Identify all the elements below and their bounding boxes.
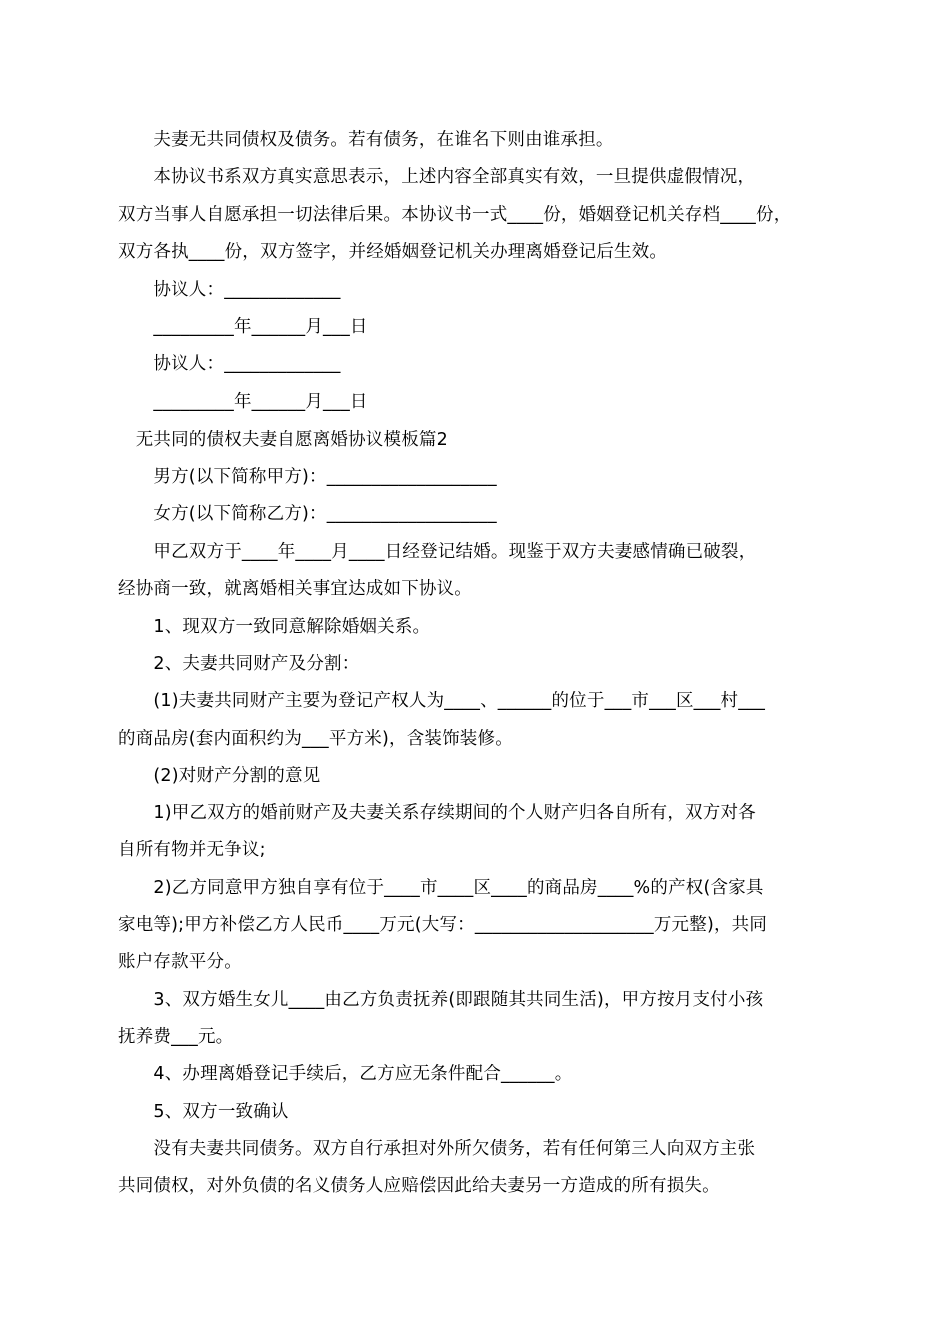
paragraph-line: 家电等);甲方补偿乙方人民币____万元(大写：____________________万元整)，共同 [118, 915, 768, 935]
clause-line: (2)对财产分割的意见 [118, 766, 321, 786]
clause-line: 4、办理离婚登记手续后，乙方应无条件配合______。 [118, 1064, 573, 1084]
paragraph-line: 甲乙双方于____年____月____日经登记结婚。现鉴于双方夫妻感情确已破裂， [118, 542, 757, 562]
paragraph-line: 的商品房(套内面积约为___平方米)，含装饰装修。 [118, 729, 513, 749]
paragraph-line: 双方当事人自愿承担一切法律后果。本协议书一式____份，婚姻登记机关存档____份， [118, 205, 792, 225]
paragraph-line: 本协议书系双方真实意思表示，上述内容全部真实有效，一旦提供虚假情况， [118, 167, 756, 187]
paragraph-line: 1)甲乙双方的婚前财产及夫妻关系存续期间的个人财产归各自所有，双方对各 [118, 803, 756, 823]
clause-line: 2、夫妻共同财产及分割： [118, 654, 360, 674]
paragraph-line: 共同债权，对外负债的名义债务人应赔偿因此给夫妻另一方造成的所有损失。 [118, 1176, 720, 1196]
paragraph-line: 夫妻无共同债权及债务。若有债务，在谁名下则由谁承担。 [118, 130, 614, 150]
paragraph-line: 自所有物并无争议; [118, 840, 266, 860]
date-line: _________年______月___日 [118, 392, 368, 412]
paragraph-line: (1)夫妻共同财产主要为登记产权人为____、______的位于___市___区___村___ [118, 691, 766, 711]
paragraph-line: 双方各执____份，双方签字，并经婚姻登记机关办理离婚登记后生效。 [118, 242, 668, 262]
date-line: _________年______月___日 [118, 317, 368, 337]
party-line: 女方(以下简称乙方)：___________________ [118, 504, 497, 524]
paragraph-line: 账户存款平分。 [118, 952, 242, 972]
paragraph-line: 2)乙方同意甲方独自享有位于____市____区____的商品房____%的产权(含家具 [118, 878, 764, 898]
paragraph-line: 3、双方婚生女儿____由乙方负责抚养(即跟随其共同生活)，甲方按月支付小孩 [118, 990, 764, 1010]
clause-line: 5、双方一致确认 [118, 1102, 289, 1122]
signature-line: 协议人：_____________ [118, 280, 341, 300]
paragraph-line: 没有夫妻共同债务。双方自行承担对外所欠债务，若有任何第三人向双方主张 [118, 1139, 756, 1159]
section-title: 无共同的债权夫妻自愿离婚协议模板篇2 [118, 430, 448, 450]
party-line: 男方(以下简称甲方)：___________________ [118, 467, 497, 487]
paragraph-line: 抚养费___元。 [118, 1027, 234, 1047]
clause-line: 1、现双方一致同意解除婚姻关系。 [118, 617, 431, 637]
paragraph-line: 经协商一致，就离婚相关事宜达成如下协议。 [118, 579, 472, 599]
signature-line: 协议人：_____________ [118, 354, 341, 374]
